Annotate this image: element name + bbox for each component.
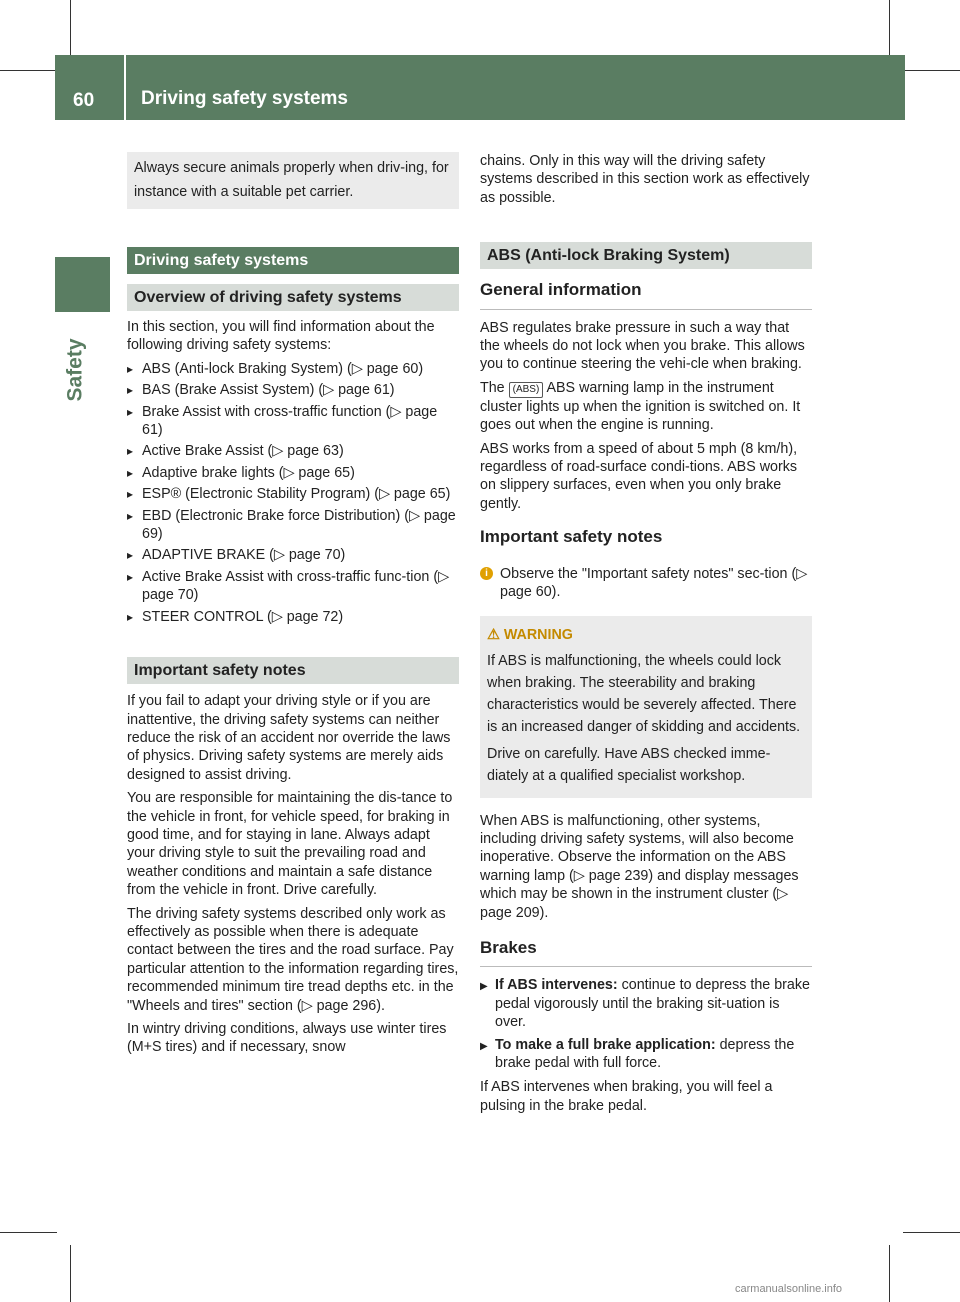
crop-mark — [70, 0, 71, 57]
safety-paragraph: The driving safety systems described only work as effectively as possible when there is adequate contact between the tires and the road surface. Pay particular attention to the information regarding tires, recommended minimum tire tread depths etc. in the "Wheels and tires" section (▷ page 296). — [127, 905, 459, 1014]
list-item: ▸ BAS (Brake Assist System) (▷ page 61) — [127, 381, 459, 399]
heading-safety-notes: Important safety notes — [480, 527, 663, 547]
crop-mark — [903, 1232, 960, 1233]
animal-note: Always secure animals properly when driv-ing, for instance with a suitable pet carrier. — [127, 152, 459, 209]
warning-title — [487, 624, 804, 646]
systems-list — [127, 360, 459, 626]
list-item: ▸ ABS (Anti-lock Braking System) (▷ page 60) — [127, 360, 459, 378]
general-paragraph: ABS regulates brake pressure in such a way that the wheels do not lock when you brake. This allows you to continue steering the vehi-cle when braking. — [480, 319, 805, 373]
heading-overview: Overview of driving safety systems — [127, 284, 459, 311]
list-item: ▸ ESP® (Electronic Stability Program) (▷ page 65) — [127, 485, 459, 503]
warning-triangle-icon: ⚠ — [487, 626, 500, 643]
heading-important-safety-notes: Important safety notes — [127, 657, 459, 684]
header-divider — [124, 55, 126, 120]
step-label: If ABS intervenes: — [495, 977, 618, 994]
general-text: ABS warning lamp in the instrument cluster lights up when the ignition is switched on. It goes out when the engine is running. — [480, 379, 801, 434]
warning-box — [480, 616, 812, 798]
list-item — [480, 1036, 812, 1073]
step-label: To make a full brake application: — [495, 1036, 716, 1053]
page-number: 60 — [73, 90, 95, 111]
list-item: ▸ STEER CONTROL (▷ page 72) — [127, 608, 459, 626]
crop-mark — [889, 0, 890, 57]
warning-text: If ABS is malfunctioning, the wheels could lock when braking. The steerability and braking characteristics would be severely affected. There is an increased danger of skidding and accidents. — [487, 652, 801, 735]
continued-paragraph: chains. Only in this way will the driving safety systems described in this section work as effectively as possible. — [480, 153, 810, 206]
warning-title-text: WARNING — [503, 626, 573, 643]
safety-paragraph: You are responsible for maintaining the dis-tance to the vehicle in front, for vehicle speed, for braking in good time, and for staying in lane. Always adapt your driving style to suit the prevailing road and weather conditions and maintain a safe distance from the vehicle in front. Drive carefully. — [127, 790, 453, 899]
page-header — [55, 55, 905, 120]
section-tab — [55, 257, 110, 312]
crop-mark — [903, 70, 960, 71]
malfunction-paragraph: When ABS is malfunctioning, other systems, including driving safety systems, will also become inoperative. Observe the information on the ABS warning lamp (▷ page 239) and display messages which may be shown in the instrument cluster (▷ page 209). — [480, 812, 799, 921]
list-item: ▸ ADAPTIVE BRAKE (▷ page 70) — [127, 546, 459, 564]
list-item: ▸ EBD (Electronic Brake force Distribution) (▷ page 69) — [127, 507, 459, 544]
safety-paragraph: In wintry driving conditions, always use winter tires (M+S tires) and if necessary, snow — [127, 1021, 447, 1056]
page-title: Driving safety systems — [141, 88, 348, 109]
section-heading-driving-safety: Driving safety systems — [127, 247, 459, 274]
list-item: ▸ Adaptive brake lights (▷ page 65) — [127, 464, 459, 482]
brake-steps — [480, 976, 812, 1072]
crop-mark — [70, 1245, 71, 1302]
list-item: ▸ Active Brake Assist (▷ page 63) — [127, 442, 459, 460]
step-text: depress the brake pedal with full force. — [495, 1036, 795, 1071]
info-text: Observe the "Important safety notes" sec-tion (▷ page 60). — [500, 565, 808, 601]
heading-brakes: Brakes — [480, 927, 812, 967]
right-column — [480, 152, 812, 1120]
watermark: carmanualsonline.info — [735, 1283, 843, 1295]
step-text: continue to depress the brake pedal vigorously until the braking sit-uation is over. — [495, 977, 810, 1031]
general-paragraph — [480, 379, 812, 435]
abs-warning-lamp-icon: (ABS) — [509, 382, 544, 398]
list-item: ▸ Active Brake Assist with cross-traffic func-tion (▷ page 70) — [127, 568, 459, 605]
crop-mark — [889, 1245, 890, 1302]
info-icon: i — [480, 567, 493, 580]
list-item — [480, 976, 812, 1031]
general-text: The — [480, 379, 505, 396]
general-paragraph: ABS works from a speed of about 5 mph (8 km/h), regardless of road-surface condi-tions. ABS works on slippery surfaces, even when you only brake gently. — [480, 440, 798, 512]
left-column — [127, 152, 459, 1062]
final-paragraph: If ABS intervenes when braking, you will feel a pulsing in the brake pedal. — [480, 1079, 773, 1114]
section-label-text: Safety — [63, 338, 87, 402]
heading-general-information: General information — [480, 269, 812, 309]
overview-intro: In this section, you will find information about the following driving safety systems: — [127, 319, 435, 354]
list-item: ▸ Brake Assist with cross-traffic function (▷ page 61) — [127, 403, 459, 440]
section-label — [62, 340, 117, 410]
warning-text: Drive on carefully. Have ABS checked imme-diately at a qualified specialist workshop. — [487, 745, 771, 784]
crop-mark — [0, 1232, 57, 1233]
safety-paragraph: If you fail to adapt your driving style or if you are inattentive, the driving safety systems can neither reduce the risk of an accident nor override the laws of physics. Driving safety systems are merely aids designed to assist driving. — [127, 693, 451, 783]
heading-abs: ABS (Anti-lock Braking System) — [480, 242, 812, 269]
info-note — [480, 565, 812, 602]
crop-mark — [0, 70, 57, 71]
